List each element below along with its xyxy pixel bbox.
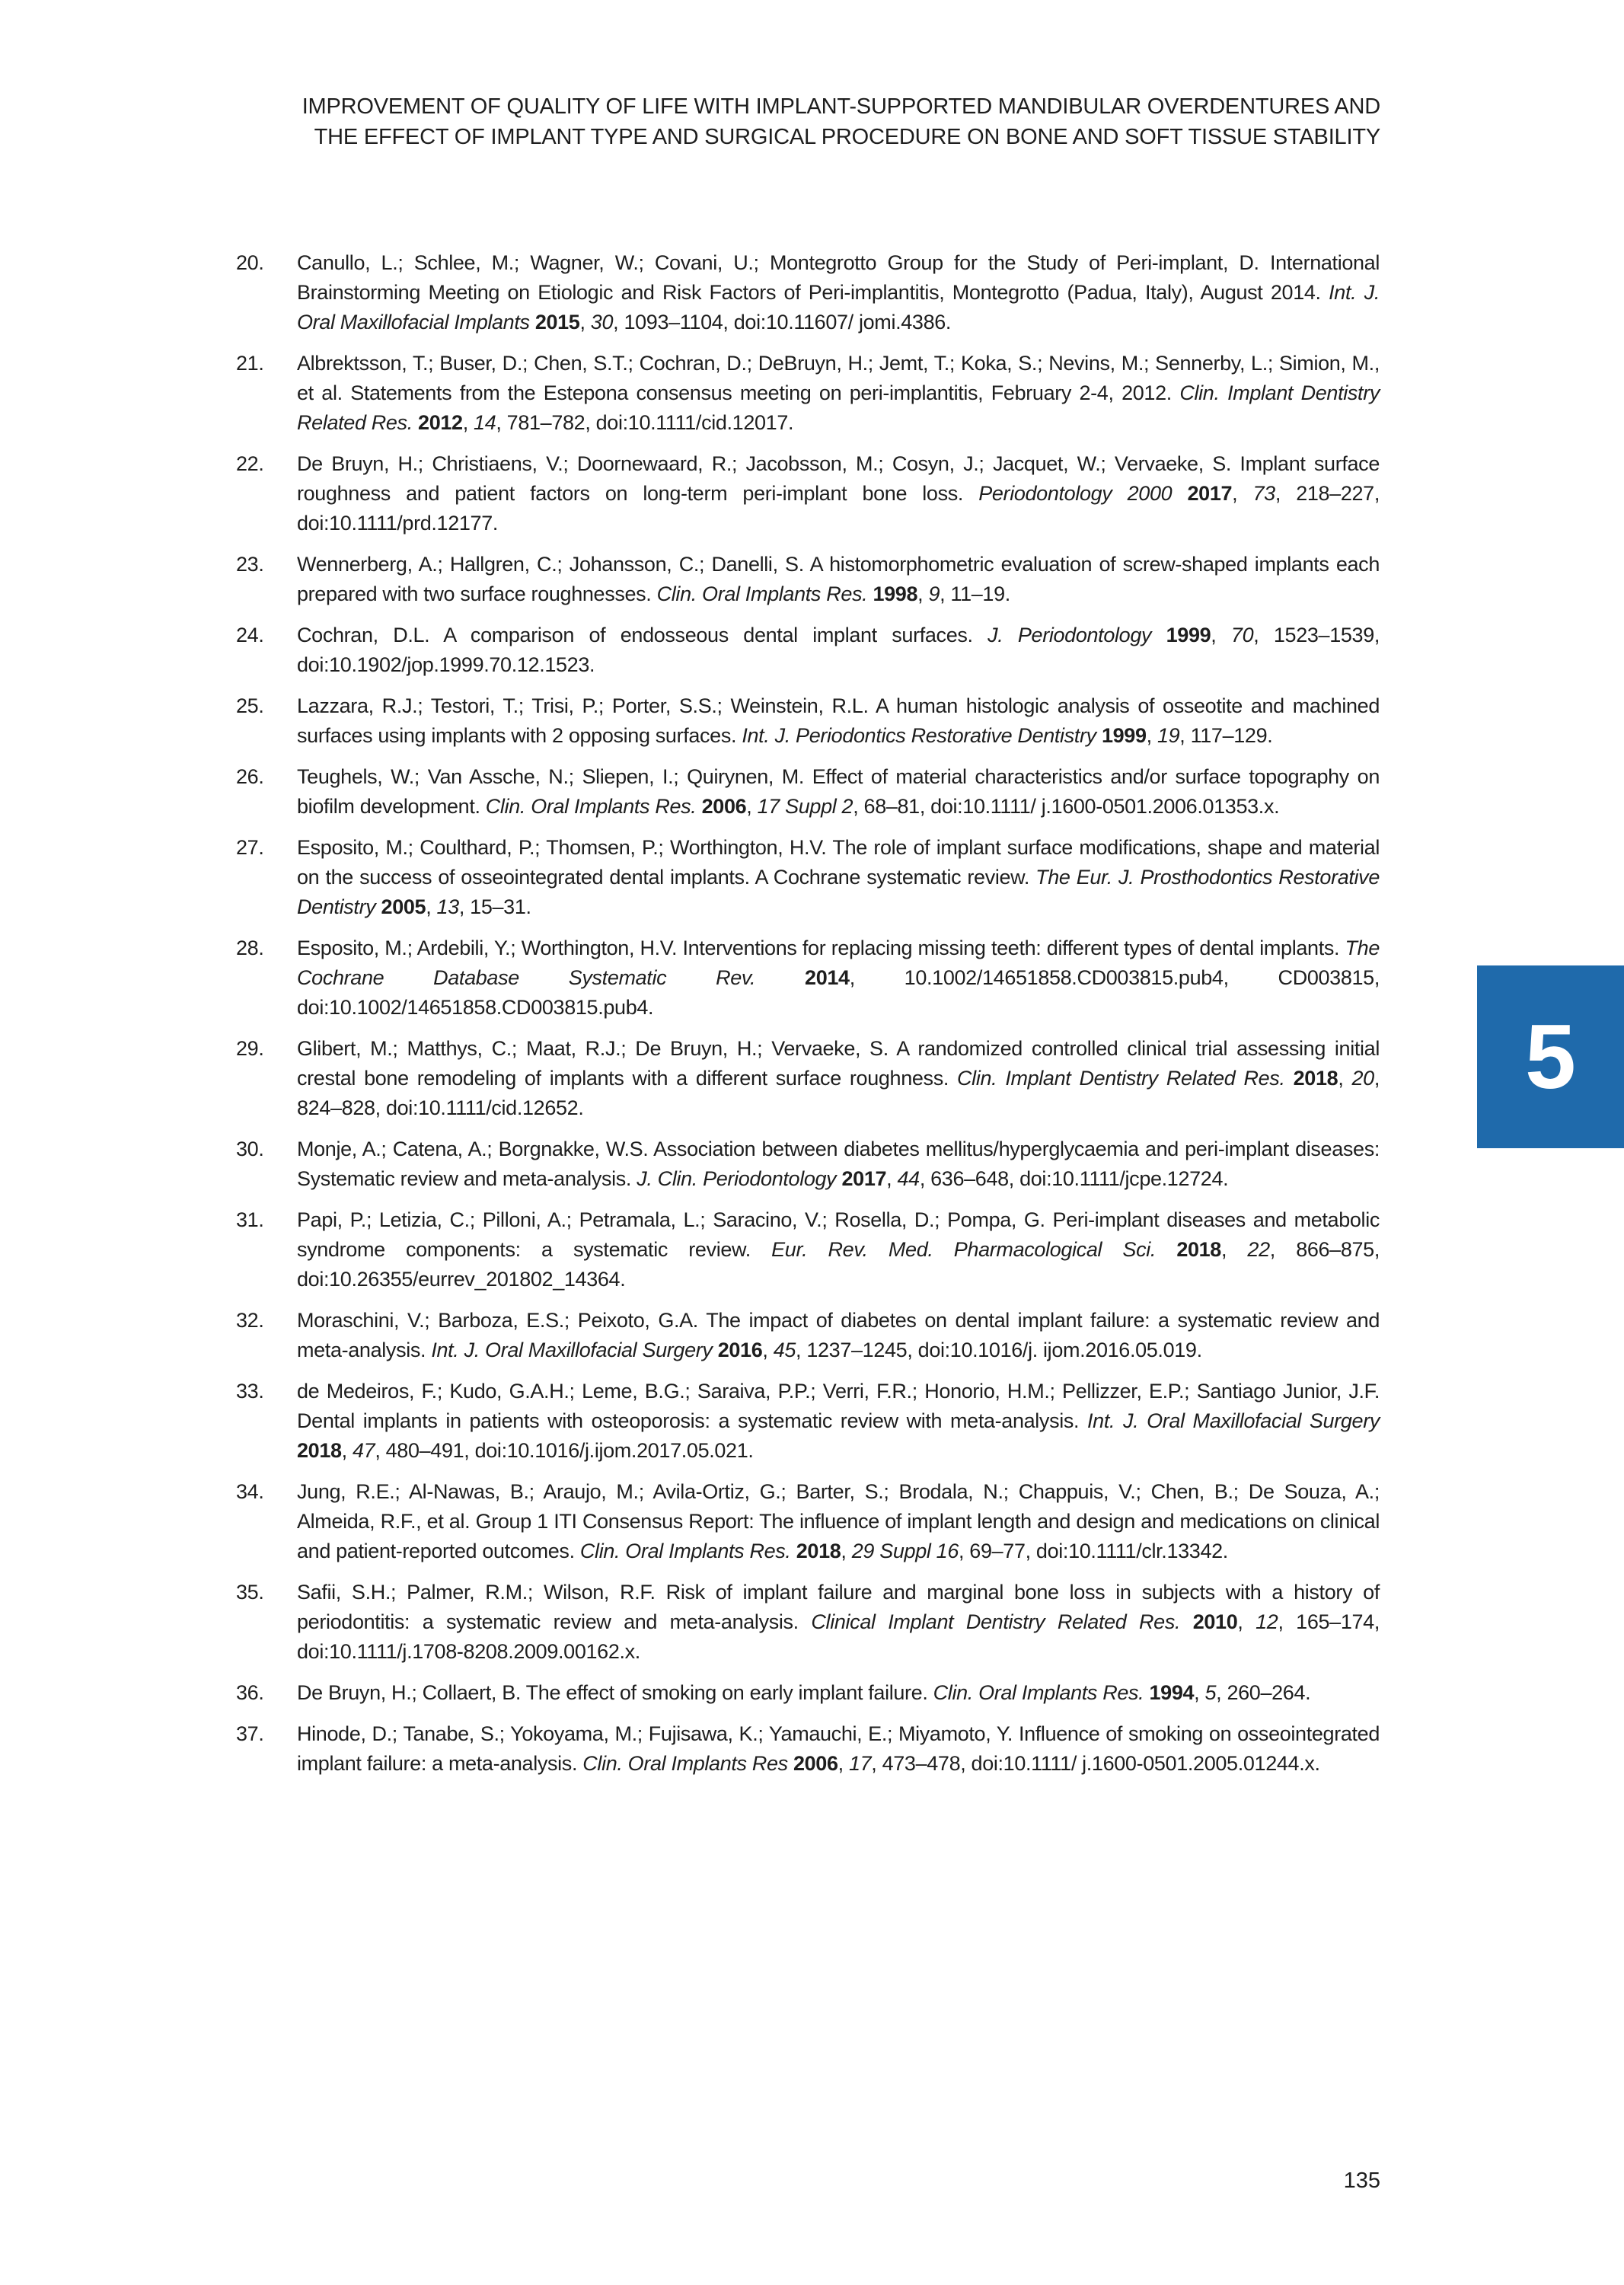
reference-italic-text: 44 [897, 1167, 920, 1190]
reference-text: , 10.1002/14651858.CD003815.pub4, CD003815, doi:10.1002/14651858.CD003815.pub4. [297, 966, 1380, 1019]
reference-item [236, 1135, 1380, 1194]
reference-italic-text: 12 [1255, 1610, 1278, 1633]
reference-italic-text: 19 [1157, 724, 1180, 747]
reference-item [236, 1578, 1380, 1667]
reference-number: 37. [236, 1722, 264, 1745]
reference-text [1151, 624, 1166, 646]
reference-text: Glibert, M.; Matthys, C.; Maat, R.J.; De Bruyn, H.; Vervaeke, S. A randomized controlled clinical trial assessing initial crestal bone remodeling of implants with a different surface roughness. [297, 1037, 1380, 1090]
reference-text [1144, 1681, 1149, 1704]
reference-text: Papi, P.; Letizia, C.; Pilloni, A.; Petramala, L.; Saracino, V.; Rosella, D.; Pompa, G. Peri-implant diseases and metabolic syndrome components: a systematic review. [297, 1208, 1380, 1261]
reference-item [236, 1377, 1380, 1466]
reference-number: 35. [236, 1581, 264, 1604]
reference-number: 26. [236, 765, 264, 788]
reference-text: , 218–227, doi:10.1111/prd.12177. [297, 482, 1380, 535]
reference-italic-text: Int. J. Oral Maxillofacial Implants [297, 281, 1380, 333]
reference-text: , [1338, 1067, 1352, 1090]
reference-text [713, 1339, 718, 1361]
reference-text: , 1093–1104, doi:10.11607/ jomi.4386. [613, 311, 952, 333]
reference-text: Cochran, D.L. A comparison of endosseous dental implant surfaces. [297, 624, 988, 646]
reference-text: Esposito, M.; Coulthard, P.; Thomsen, P.; Worthington, H.V. The role of implant surface modifications, shape and material on the success of osseointegrated dental implants. A Cochrane systematic review. [297, 836, 1380, 889]
reference-italic-text: 17 [848, 1752, 872, 1775]
reference-text [1180, 1610, 1193, 1633]
reference-text: , 473–478, doi:10.1111/ j.1600-0501.2005.01244.x. [871, 1752, 1320, 1775]
reference-text: , [1237, 1610, 1256, 1633]
reference-year: 1999 [1101, 724, 1147, 747]
reference-text: , 117–129. [1179, 724, 1273, 747]
reference-text: , 480–491, doi:10.1016/j.ijom.2017.05.021. [375, 1439, 754, 1462]
reference-text: , [841, 1540, 852, 1562]
reference-number: 25. [236, 694, 264, 717]
reference-italic-text: Clinical Implant Dentistry Related Res. [811, 1610, 1181, 1633]
reference-item [236, 248, 1380, 337]
running-header-line-2: THE EFFECT OF IMPLANT TYPE AND SURGICAL PROCEDURE ON BONE AND SOFT TISSUE STABILITY [314, 125, 1380, 149]
reference-text: , 781–782, doi:10.1111/cid.12017. [496, 411, 794, 434]
reference-italic-text: Int. J. Oral Maxillofacial Surgery [431, 1339, 713, 1361]
reference-year: 2006 [793, 1752, 838, 1775]
reference-item [236, 1678, 1380, 1708]
reference-year: 2018 [1293, 1067, 1338, 1090]
reference-text: , 636–648, doi:10.1111/jcpe.12724. [919, 1167, 1229, 1190]
reference-text: , [1220, 1238, 1248, 1261]
reference-text: Moraschini, V.; Barboza, E.S.; Peixoto, G.A. The impact of diabetes on dental implant failure: a systematic review and meta-analysis. [297, 1309, 1380, 1361]
reference-text: Wennerberg, A.; Hallgren, C.; Johansson, C.; Danelli, S. A histomorphometric evaluation of screw-shaped implants each prepared with two surface roughnesses. [297, 553, 1380, 605]
reference-text [836, 1167, 841, 1190]
reference-italic-text: 47 [352, 1439, 375, 1462]
reference-text: , 165–174, doi:10.1111/j.1708-8208.2009.00162.x. [297, 1610, 1380, 1663]
reference-year: 1994 [1149, 1681, 1195, 1704]
reference-year: 2015 [534, 311, 580, 333]
reference-item [236, 449, 1380, 538]
reference-text: Jung, R.E.; Al-Nawas, B.; Araujo, M.; Avila-Ortiz, G.; Barter, S.; Brodala, N.; Chappuis, V.; Chen, B.; De Souza, A.; Almeida, R.F., et al. Group 1 ITI Consensus Report: The influence of implant length and design and medications on clinical and patient-reported outcomes. [297, 1480, 1380, 1562]
reference-item [236, 621, 1380, 680]
reference-italic-text: Clin. Implant Dentistry Related Res. [297, 381, 1380, 434]
reference-italic-text: 22 [1247, 1238, 1270, 1261]
reference-item [236, 550, 1380, 609]
reference-text: , [1146, 724, 1157, 747]
reference-italic-text: J. Periodontology [987, 624, 1152, 646]
reference-text: , 68–81, doi:10.1111/ j.1600-0501.2006.01353.x. [853, 795, 1280, 818]
reference-text: Esposito, M.; Ardebili, Y.; Worthington, H.V. Interventions for replacing missing teeth: different types of dental implants. [297, 937, 1345, 959]
reference-text [1096, 724, 1102, 747]
reference-italic-text: Int. J. Oral Maxillofacial Surgery [1087, 1409, 1380, 1432]
reference-italic-text: 30 [590, 311, 614, 333]
page-number: 135 [1343, 2169, 1380, 2193]
reference-item [236, 1205, 1380, 1294]
reference-text [1172, 482, 1187, 505]
reference-text [696, 795, 701, 818]
reference-year: 2005 [381, 895, 426, 918]
reference-text: , 260–264. [1216, 1681, 1311, 1704]
reference-item [236, 762, 1380, 822]
reference-text: , 11–19. [940, 582, 1010, 605]
reference-text: , [462, 411, 474, 434]
reference-item [236, 1306, 1380, 1365]
reference-text: Lazzara, R.J.; Testori, T.; Trisi, P.; Porter, S.S.; Weinstein, R.L. A human histologic analysis of osseotite and machined surfaces using implants with 2 opposing surfaces. [297, 694, 1380, 747]
reference-italic-text: 14 [474, 411, 496, 434]
chapter-tab: 5 [1477, 965, 1624, 1148]
reference-text: , [762, 1339, 774, 1361]
reference-item [236, 1719, 1380, 1779]
reference-text [788, 1752, 793, 1775]
reference-italic-text: J. Clin. Periodontology [637, 1167, 837, 1190]
reference-number: 29. [236, 1037, 264, 1060]
reference-text: Hinode, D.; Tanabe, S.; Yokoyama, M.; Fujisawa, K.; Yamauchi, E.; Miyamoto, Y. Influence of smoking on osseointegrated implant failure: a meta-analysis. [297, 1722, 1380, 1775]
reference-text: Albrektsson, T.; Buser, D.; Chen, S.T.; Cochran, D.; DeBruyn, H.; Jemt, T.; Koka, S.; Nevins, M.; Sennerby, L.; Simion, M., et al. Statements from the Estepona consensus meeting on peri-implantitis, February 2-4, 2012. [297, 352, 1380, 404]
reference-list [236, 248, 1380, 1790]
reference-italic-text: 9 [928, 582, 940, 605]
reference-italic-text: Clin. Oral Implants Res [582, 1752, 788, 1775]
reference-text: , [341, 1439, 353, 1462]
reference-number: 31. [236, 1208, 264, 1231]
reference-text [1156, 1238, 1176, 1261]
reference-text: , [1194, 1681, 1205, 1704]
reference-item [236, 691, 1380, 751]
reference-text: , 824–828, doi:10.1111/cid.12652. [297, 1067, 1380, 1119]
reference-item [236, 1034, 1380, 1123]
reference-text: , 1523–1539, doi:10.1902/jop.1999.70.12.1523. [297, 624, 1380, 676]
reference-italic-text: The Cochrane Database Systematic Rev. [297, 937, 1380, 989]
reference-text: De Bruyn, H.; Christiaens, V.; Doornewaard, R.; Jacobsson, M.; Cosyn, J.; Jacquet, W.; Vervaeke, S. Implant surface roughness and patient factors on long-term peri-implant bone loss. [297, 452, 1380, 505]
reference-year: 2014 [805, 966, 850, 989]
reference-number: 32. [236, 1309, 264, 1332]
reference-item [236, 349, 1380, 438]
reference-number: 34. [236, 1480, 264, 1503]
reference-text [791, 1540, 796, 1562]
reference-italic-text: Int. J. Periodontics Restorative Dentistry [742, 724, 1096, 747]
reference-text: Teughels, W.; Van Assche, N.; Sliepen, I.; Quirynen, M. Effect of material characteristics and/or surface topography on biofilm development. [297, 765, 1380, 818]
reference-text: , [1232, 482, 1253, 505]
reference-italic-text: Clin. Oral Implants Res. [485, 795, 697, 818]
reference-text: Canullo, L.; Schlee, M.; Wagner, W.; Covani, U.; Montegrotto Group for the Study of Peri-implant, D. International Brainstorming Meeting on Etiologic and Risk Factors of Peri-implantitis, Montegrotto (Padua, Italy), August 2014. [297, 251, 1380, 304]
reference-italic-text: 73 [1252, 482, 1275, 505]
reference-year: 2017 [841, 1167, 887, 1190]
reference-italic-text: 29 Suppl 16 [851, 1540, 959, 1562]
reference-italic-text: 20 [1351, 1067, 1374, 1090]
running-header [86, 91, 1380, 152]
reference-year: 2012 [418, 411, 463, 434]
reference-italic-text: Eur. Rev. Med. Pharmacological Sci. [771, 1238, 1157, 1261]
reference-text: Safii, S.H.; Palmer, R.M.; Wilson, R.F. Risk of implant failure and marginal bone loss in subjects with a history of periodontitis: a systematic review and meta-analysis. [297, 1581, 1380, 1633]
reference-year: 2016 [717, 1339, 763, 1361]
reference-text: , [426, 895, 437, 918]
reference-year: 2017 [1187, 482, 1233, 505]
reference-text [530, 311, 535, 333]
reference-year: 1999 [1166, 624, 1211, 646]
reference-year: 2018 [297, 1439, 342, 1462]
reference-text [413, 411, 418, 434]
reference-text: De Bruyn, H.; Collaert, B. The effect of smoking on early implant failure. [297, 1681, 933, 1704]
reference-text: , [746, 795, 758, 818]
reference-number: 24. [236, 624, 264, 646]
reference-italic-text: Clin. Implant Dentistry Related Res. [957, 1067, 1285, 1090]
reference-italic-text: 70 [1230, 624, 1254, 646]
reference-text [375, 895, 381, 918]
reference-text: , 15–31. [458, 895, 531, 918]
reference-italic-text: 13 [436, 895, 459, 918]
reference-text: Monje, A.; Catena, A.; Borgnakke, W.S. Association between diabetes mellitus/hyperglycaemia and peri-implant diseases: Systematic review and meta-analysis. [297, 1138, 1380, 1190]
reference-text: , [838, 1752, 849, 1775]
reference-text: , [886, 1167, 898, 1190]
reference-text: , [579, 311, 591, 333]
reference-number: 33. [236, 1380, 264, 1403]
reference-text: de Medeiros, F.; Kudo, G.A.H.; Leme, B.G.; Saraiva, P.P.; Verri, F.R.; Honorio, H.M.; Pellizzer, E.P.; Santiago Junior, J.F. Dental implants in patients with osteoporosis: a systematic review with meta-analysis. [297, 1380, 1380, 1432]
reference-number: 23. [236, 553, 264, 576]
reference-text [755, 966, 805, 989]
reference-italic-text: 5 [1204, 1681, 1217, 1704]
reference-italic-text: 45 [773, 1339, 796, 1361]
reference-item [236, 933, 1380, 1023]
reference-text: , [917, 582, 929, 605]
reference-italic-text: The Eur. J. Prosthodontics Restorative Dentistry [297, 866, 1380, 918]
reference-number: 22. [236, 452, 264, 475]
reference-number: 27. [236, 836, 264, 859]
reference-text: , 69–77, doi:10.1111/clr.13342. [959, 1540, 1228, 1562]
reference-number: 20. [236, 251, 264, 274]
reference-item [236, 833, 1380, 922]
reference-text: , [1211, 624, 1231, 646]
reference-italic-text: 17 Suppl 2 [757, 795, 853, 818]
reference-year: 2010 [1192, 1610, 1238, 1633]
reference-italic-text: Periodontology 2000 [978, 482, 1173, 505]
reference-italic-text: Clin. Oral Implants Res. [579, 1540, 791, 1562]
reference-item [236, 1477, 1380, 1566]
reference-number: 36. [236, 1681, 264, 1704]
reference-text [1285, 1067, 1294, 1090]
reference-italic-text: Clin. Oral Implants Res. [933, 1681, 1144, 1704]
reference-year: 2018 [1176, 1238, 1221, 1261]
reference-number: 21. [236, 352, 264, 375]
running-header-line-1: IMPROVEMENT OF QUALITY OF LIFE WITH IMPLANT-SUPPORTED MANDIBULAR OVERDENTURES AND [302, 94, 1380, 119]
reference-year: 2018 [796, 1540, 841, 1562]
reference-text: , 1237–1245, doi:10.1016/j. ijom.2016.05.019. [796, 1339, 1202, 1361]
reference-number: 30. [236, 1138, 264, 1160]
reference-text: , 866–875, doi:10.26355/eurrev_201802_14364. [297, 1238, 1380, 1291]
reference-number: 28. [236, 937, 264, 959]
reference-year: 2006 [701, 795, 747, 818]
reference-italic-text: Clin. Oral Implants Res. [656, 582, 868, 605]
reference-year: 1998 [873, 582, 918, 605]
